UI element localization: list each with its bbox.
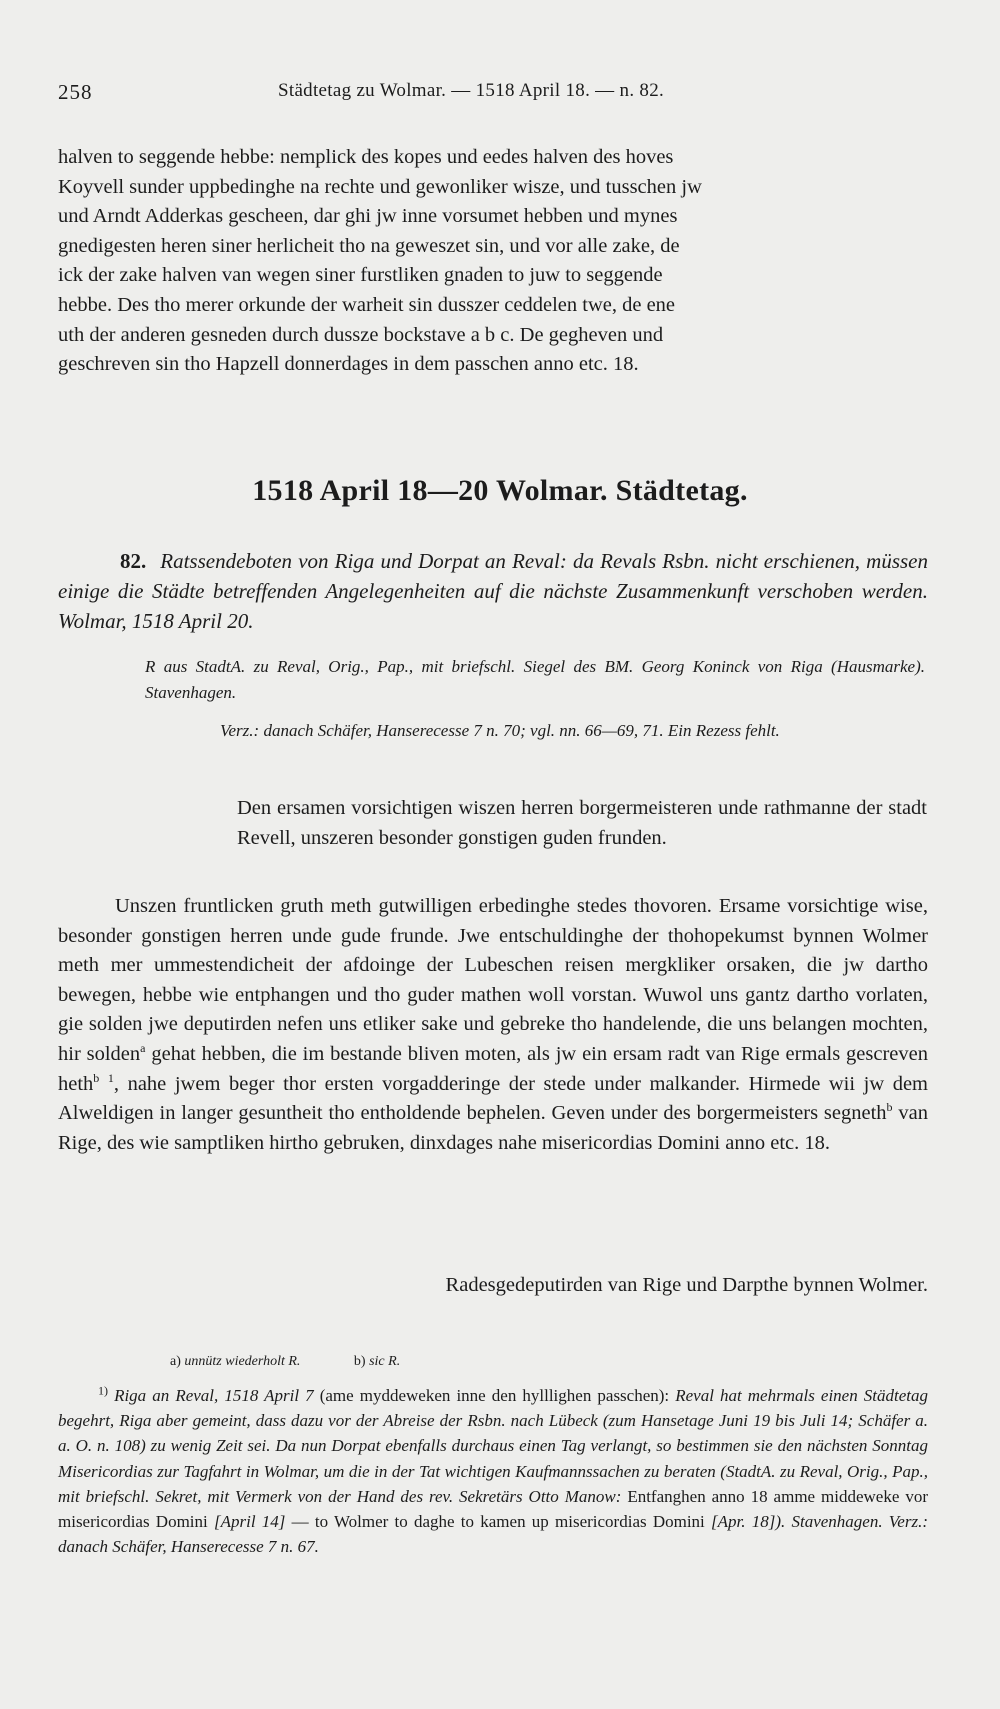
textual-notes bbox=[170, 1354, 450, 1370]
letter-text: Unszen fruntlicken gruth meth gutwilligen erbedinghe stedes thovoren. Ersame vorsichtige wise, besonder gonstigen herren unde gude frunde. Jwe entschuldinghe der thohopekumst bynnen Wolmer meth mer ummestendicheit der afdoinge der Lubeschen reisen mergkliker orsaken, die jw dartho bewegen, hebbe wie entphangen und tho guder mathen woll vorstan. Wuwol uns gantz dartho vorlaten, gie solden jwe deputirden nefen uns etliker sake und gebreke tho handelende, die uns belangen mochten, hir solden bbox=[58, 895, 928, 1065]
letter-text: , nahe jwem beger thor ersten vorgadderinge der stede under malkander. Hirmede wii jw dem Alweldigen in langer gesuntheit tho entholdende bephelen. Geven under des borgermeisters segneth bbox=[58, 1072, 929, 1125]
text-line: halven to seggende hebbe: nemplick des kopes und eedes halven des hoves bbox=[58, 146, 674, 168]
letter-signature: Radesgedeputirden van Rige und Darpthe bynnen Wolmer. bbox=[445, 1274, 928, 1296]
note-b-label: b) bbox=[353, 1354, 366, 1369]
footnote-text: — to Wolmer to daghe to kamen up misericordias Domini bbox=[285, 1512, 712, 1532]
text-line: und Arndt Adderkas gescheen, dar ghi jw inne vorsumet hebben und mynes bbox=[58, 205, 678, 228]
footnote-number: 1) bbox=[98, 1383, 108, 1398]
footnote-text: Reval hat mehrmals einen Städtetag begehrt, Riga aber gemeint, dass dazu vor der Abreise der Rsbn. nach Lübeck (zum Hansetage Juni 19 bis Juli 14; Schäfer a. a. O. n. 108) zu wenig Zeit sei. Da nun Dorpat ebenfalls durchaus einen Tag verlangt, so bestimmen sie den nächsten Sonntag Misericordias zur Tagfahrt in Wolmar, um die in der Tat wichtigen Kaufmannssachen zu beraten (StadtA. zu Reval, Orig., Pap., mit briefschl. Sekret, mit Vermerk von der Hand des rev. Sekretärs Otto Manow: bbox=[58, 1386, 928, 1506]
text-line: uth der anderen gesneden durch dussze bockstave a b c. De gegheven und bbox=[58, 323, 664, 346]
footnote-text: [April 14] bbox=[213, 1512, 286, 1532]
footnote-mark: 1 bbox=[107, 1070, 114, 1085]
document-summary bbox=[58, 546, 928, 636]
letter-text: van Rige, des wie samptliken hirtho gebruken, dinxdages nahe misericordias Domini anno etc. 18. bbox=[58, 1102, 928, 1154]
footnote-text: Entfanghen anno 18 amme middeweke vor misericordias Domini bbox=[58, 1486, 928, 1532]
note-a-text: unnütz wiederholt R. bbox=[184, 1354, 301, 1369]
source-note: R aus StadtA. zu Reval, Orig., Pap., mit briefschl. Siegel des BM. Georg Koninck von Riga (Hausmarke). Stavenhagen. bbox=[145, 657, 925, 702]
note-mark: b bbox=[886, 1100, 893, 1115]
verz-note: Verz.: danach Schäfer, Hanserecesse 7 n. 70; vgl. nn. 66—69, 71. Ein Rezess fehlt. bbox=[220, 721, 780, 740]
continuation-paragraph bbox=[58, 143, 928, 380]
footnote-text: Riga an Reval, 1518 April 7 bbox=[114, 1386, 314, 1405]
page-number: 258 bbox=[58, 80, 93, 104]
note-a bbox=[170, 1354, 300, 1370]
summary-text: Ratssendeboten von Riga und Dorpat an Reval: da Revals Rsbn. nicht erschienen, müssen einige die Städte betreffenden Angelegenheiten auf die nächste Zusammenkunft verschoben werden. Wolmar, 1518 April 20. bbox=[58, 549, 928, 633]
text-line: hebbe. Des tho merer orkunde der warheit sin dusszer ceddelen twe, de ene bbox=[58, 293, 676, 316]
text-line: Koyvell sunder uppbedinghe na rechte und gewonliker wisze, und tusschen jw bbox=[58, 175, 702, 198]
note-mark: a bbox=[140, 1041, 146, 1056]
document-number: 82. bbox=[120, 549, 147, 573]
note-mark: b bbox=[93, 1070, 100, 1085]
footnote-text: (ame myddeweken inne den hylllighen passchen): bbox=[313, 1386, 676, 1405]
letter-body bbox=[58, 892, 928, 1158]
section-title: 1518 April 18—20 Wolmar. Städtetag. bbox=[252, 474, 748, 507]
note-a-label: a) bbox=[170, 1354, 181, 1369]
note-b-text: sic R. bbox=[369, 1354, 401, 1369]
text-line: geschreven sin tho Hapzell donnerdages in dem passchen anno etc. 18. bbox=[58, 353, 639, 376]
text-line: gnedigesten heren siner herlicheit tho na geweszet sin, und vor alle zake, de bbox=[58, 234, 680, 257]
text-line: ick der zake halven van wegen siner furstliken gnaden to juw to seggende bbox=[58, 264, 663, 287]
note-b bbox=[354, 1354, 400, 1370]
running-head: Städtetag zu Wolmar. — 1518 April 18. — n. 82. bbox=[278, 80, 665, 101]
footnote bbox=[58, 1383, 928, 1559]
letter-text: gehat hebben, die im bestande bliven moten, als jw ein ersam radt van Rige ermals gescreven heth bbox=[58, 1042, 928, 1095]
page-header bbox=[58, 80, 928, 110]
letter-address: Den ersamen vorsichtigen wiszen herren borgermeisteren unde rathmanne der stadt Revell, unszeren besonder gonstigen guden frunden. bbox=[237, 797, 927, 849]
footnote-text: [Apr. 18]). Stavenhagen. Verz.: danach Schäfer, Hanserecesse 7 n. 67. bbox=[58, 1512, 928, 1557]
